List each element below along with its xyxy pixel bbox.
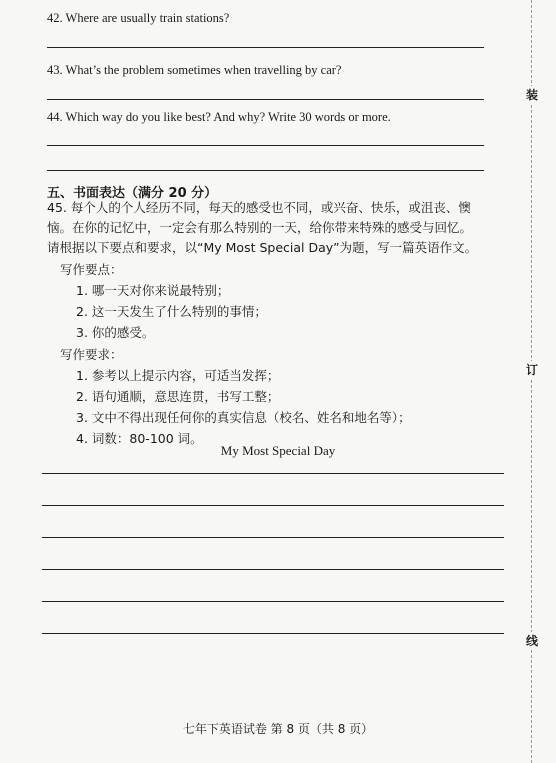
essay-line-4[interactable] (42, 569, 504, 570)
essay-line-2[interactable] (42, 505, 504, 506)
requirement-4: 4. 词数：80-100 词。 (76, 431, 203, 446)
page-footer: 七年下英语试卷 第 8 页（共 8 页） (182, 722, 374, 736)
question-43: 43. What’s the problem sometimes when travelling by car? (47, 63, 342, 77)
essay-title: My Most Special Day (220, 443, 336, 458)
prompt-line-1: 45. 每个人的个人经历不同，每天的感受也不同，或兴奋、快乐，或沮丧、懊 (47, 200, 471, 215)
prompt-line-2: 恼。在你的记忆中，一定会有那么特别的一天，给你带来特殊的感受与回忆。 (47, 220, 473, 235)
requirements-label: 写作要求： (60, 347, 123, 362)
point-2: 2. 这一天发生了什么特别的事情； (76, 304, 267, 319)
question-44: 44. Which way do you like best? And why? Write 30 words or more. (47, 110, 391, 124)
prompt-paragraph (47, 198, 507, 258)
binding-mark-ding: 订 (525, 363, 538, 377)
points-label: 写作要点： (60, 262, 123, 277)
binding-mark-xian: 线 (525, 634, 538, 648)
binding-mark-zhuang: 装 (525, 88, 538, 102)
requirement-3: 3. 文中不得出现任何你的真实信息（校名、姓名和地名等）； (76, 410, 411, 425)
prompt-line-3: 请根据以下要点和要求，以“My Most Special Day”为题，写一篇英语作文。 (47, 240, 478, 255)
point-1: 1. 哪一天对你来说最特别； (76, 283, 230, 298)
answer-line-42[interactable] (47, 47, 484, 48)
section-title: 五、书面表达（满分 20 分） (47, 186, 218, 201)
essay-line-6[interactable] (42, 633, 504, 634)
essay-line-5[interactable] (42, 601, 504, 602)
point-3: 3. 你的感受。 (76, 325, 155, 340)
essay-line-1[interactable] (42, 473, 504, 474)
question-42: 42. Where are usually train stations? (47, 11, 230, 25)
answer-line-44-a[interactable] (47, 145, 484, 146)
answer-line-43[interactable] (47, 99, 484, 100)
requirement-1: 1. 参考以上提示内容，可适当发挥； (76, 368, 280, 383)
essay-line-3[interactable] (42, 537, 504, 538)
requirement-2: 2. 语句通顺，意思连贯，书写工整； (76, 389, 280, 404)
answer-line-44-b[interactable] (47, 170, 484, 171)
